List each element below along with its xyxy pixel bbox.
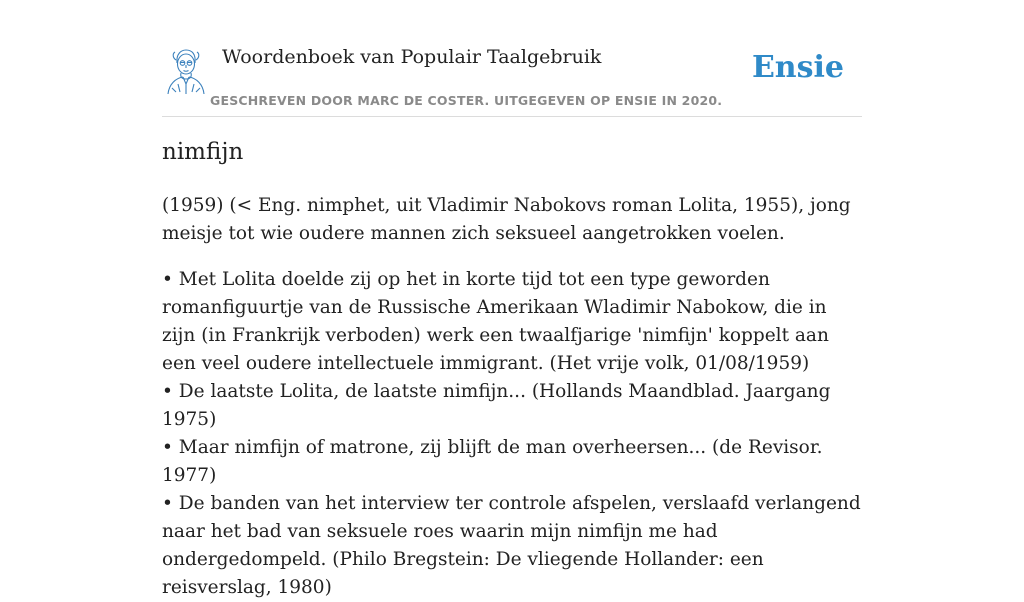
author-portrait-icon [164,46,208,96]
citation-quote: • Maar nimfijn of matrone, zij blijft de man overheersen... (de Revisor. 1977) [162,437,823,486]
entry-content [162,192,862,602]
citation-quote: • Met Lolita doelde zij op het in korte tijd tot een type geworden romanfiguurtje van de Russische Amerikaan Wladimir Nabokow, die in zijn (in Frankrijk verboden) werk een twaalfjarige 'nimfijn' koppelt aan een veel oudere intellectuele immigrant. (Het vrije volk, 01/08/1959) [162,269,829,374]
author-byline: GESCHREVEN DOOR MARC DE COSTER. UITGEGEVEN OP ENSIE IN 2020. [210,93,723,108]
book-title[interactable]: Woordenboek van Populair Taalgebruik [222,46,602,68]
header [162,40,862,117]
citation-quote: • De laatste Lolita, de laatste nimfijn... (Hollands Maandblad. Jaargang 1975) [162,381,831,430]
entry-definition: (1959) (< Eng. nimphet, uit Vladimir Nabokovs roman Lolita, 1955), jong meisje tot wie oudere mannen zich seksueel aangetrokken voelen. [162,195,851,244]
entry-headword: nimfijn [162,139,244,165]
ensie-logo-link[interactable]: Ensie [751,50,844,85]
citation-quote: • De banden van het interview ter controle afspelen, verslaafd verlangend naar het bad van seksuele roes waarin mijn nimfijn me had ondergedompeld. (Philo Bregstein: De vliegende Hollander: een reisverslag, 1980) [162,493,861,598]
